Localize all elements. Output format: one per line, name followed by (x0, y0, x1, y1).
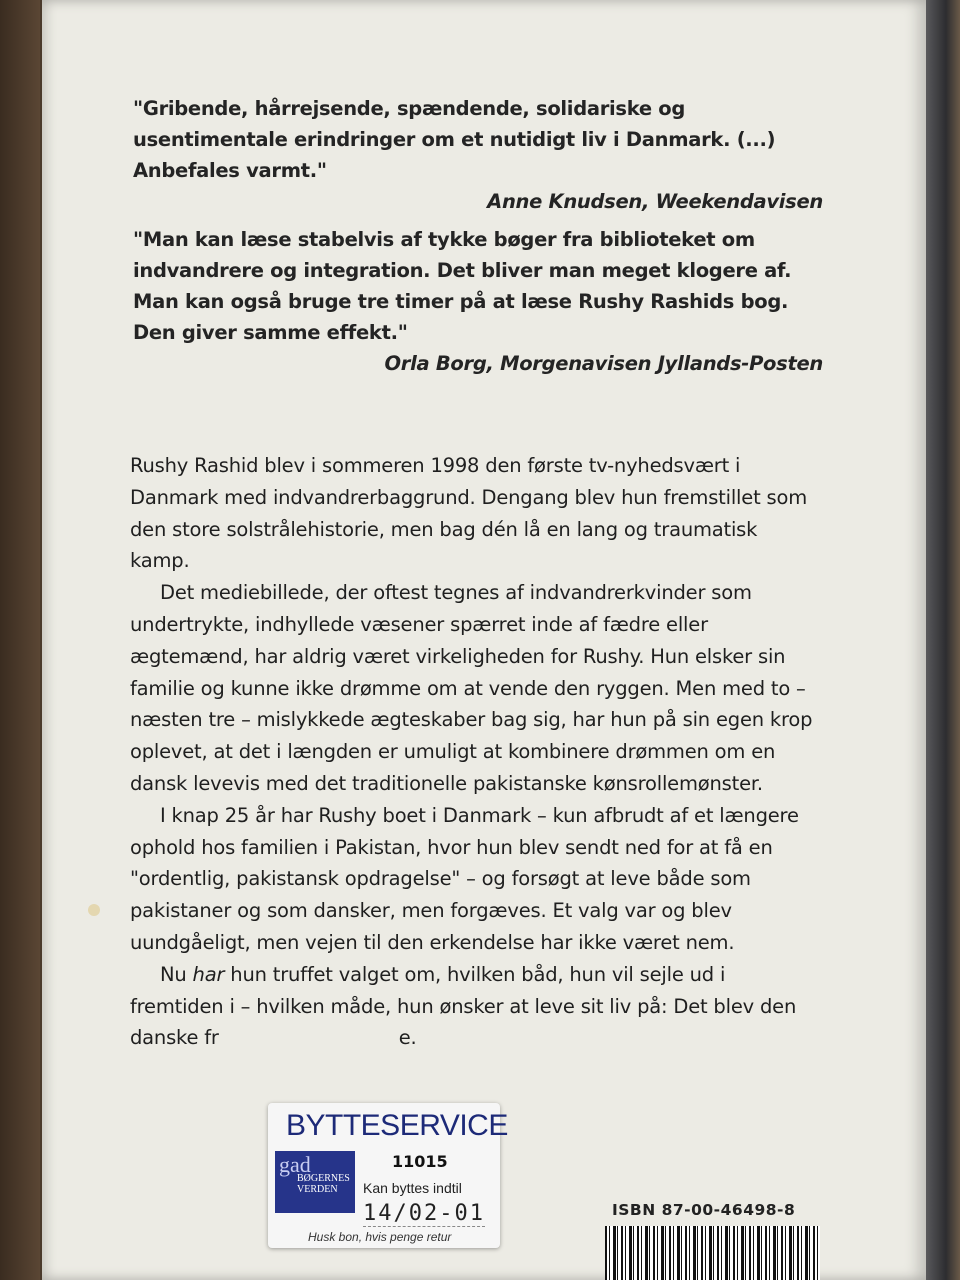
blurb-p4-end: e. (398, 1026, 417, 1050)
review-quote-1-source: Anne Knudsen, Weekendavisen (487, 190, 823, 213)
review-quote-1-text: "Gribende, hårrejsende, spændende, solidariske og usentimentale erindringer om et nutidigt liv i Danmark. (...) Anbefales varmt." (133, 97, 776, 182)
sticker-footer-note: Husk bon, hvis penge retur (308, 1230, 452, 1244)
gad-logo-icon (275, 1151, 355, 1213)
blurb-p4-start: Nu (160, 962, 193, 986)
gad-logo-mark: gad (279, 1152, 311, 1177)
blurb-p4-italic: har (192, 962, 225, 986)
book-blurb (130, 450, 820, 1054)
sticker-title: BYTTESERVICE (286, 1109, 508, 1142)
paper-spot (88, 904, 100, 916)
isbn-number: ISBN 87-00-46498-8 (612, 1201, 796, 1219)
blurb-paragraph-1: Rushy Rashid blev i sommeren 1998 den første tv-nyhedsvært i Danmark med indvandrerbaggrund. Dengang blev hun fremstillet som den store solstrålehistorie, men bag dén lå en lang og traumatisk kamp. (130, 454, 807, 573)
review-quote-1 (133, 93, 823, 217)
review-quote-2-source: Orla Borg, Morgenavisen Jyllands-Posten (384, 352, 823, 375)
book-spine-edge (925, 0, 960, 1280)
gad-logo-line1: BØGERNES (297, 1173, 350, 1184)
blurb-paragraph-4 (130, 959, 820, 1054)
review-quote-2-text: "Man kan læse stabelvis af tykke bøger fra biblioteket om indvandrere og integration. Det bliver man meget klogere af. Man kan også bruge tre timer på at læse Rushy Rashids bog. Den giver samme effekt." (133, 228, 792, 344)
sticker-exchange-note: Kan byttes indtil (363, 1180, 462, 1196)
blurb-paragraph-2: Det mediebillede, der oftest tegnes af indvandrerkvinder som undertrykte, indhyllede væsener spærret inde af fædre eller ægtemænd, har aldrig været virkeligheden for Rushy. Hun elsker sin familie og kunne ikke drømme om at vende den ryggen. Men med to – næsten tre – mislykkede ægteskaber bag sig, har hun på sin egen krop oplevet, at det i længden er umuligt at kombinere drømmen om en dansk levevis med det traditionelle pakistanske kønsrollemønster. (130, 581, 813, 795)
sticker-handwritten-date: 14/02-01 (363, 1201, 485, 1226)
gad-logo-text (297, 1173, 350, 1195)
byttesevice-sticker (268, 1103, 508, 1248)
sticker-number: 11015 (392, 1152, 448, 1171)
barcode-icon (605, 1226, 820, 1280)
blurb-paragraph-3: I knap 25 år har Rushy boet i Danmark – kun afbrudt af et længere ophold hos familien i Pakistan, hvor hun blev sendt ned for at få en "ordentlig, pakistansk opdragelse" – og forsøgt at leve både som pakistaner og som dansker, men forgæves. Et valg var og blev uundgåeligt, men vejen til den erkendelse har ikke været nem. (130, 803, 799, 954)
gad-logo-line2: VERDEN (297, 1184, 338, 1195)
table-surface (0, 0, 40, 1280)
review-quote-2 (133, 224, 823, 379)
blurb-p4-rest: hun truffet valget om, hvilken båd, hun vil sejle ud i fremtiden i – hvilken måde, hun ønsker at leve sit liv på: Det blev den danske fr (130, 962, 797, 1050)
